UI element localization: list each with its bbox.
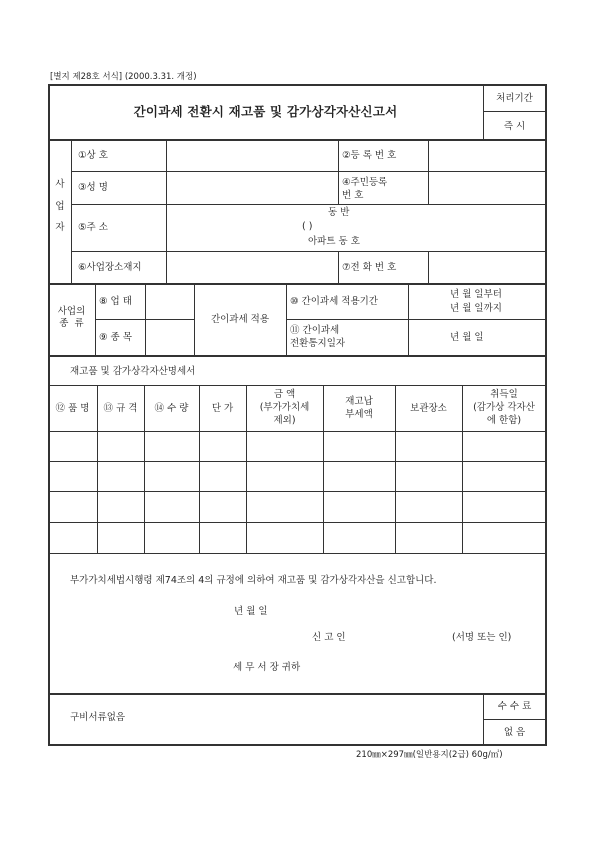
address-line-3: 아파트 동 호 [308, 236, 360, 247]
header-spec: ⑬ 규 격 [103, 403, 138, 414]
frame-top [48, 84, 547, 86]
biztype-mid-left [95, 319, 195, 320]
period-line-1: 년 월 일부터 [450, 289, 502, 300]
table-row-line [48, 491, 547, 492]
header-amount-2: (부가가치세 [259, 402, 310, 413]
rep-label: ③성 명 [78, 182, 108, 193]
applicant-label: 신 고 인 [312, 632, 346, 643]
header-acq-2: (감가상 각자산 [473, 402, 535, 413]
resident-no-label-1: ④주민등록 [342, 177, 388, 188]
type-label: ⑧ 업 태 [99, 296, 132, 307]
biztype-mid-right [286, 319, 546, 320]
declaration-date: 년 월 일 [234, 606, 268, 617]
table-row-line [48, 431, 547, 432]
fee-label: 수 수 료 [497, 701, 532, 712]
business-col3b-divider [428, 251, 429, 283]
biztype-label: 사업의 종 류 [57, 306, 86, 329]
address-label: ⑤주 소 [78, 222, 108, 233]
section-char-1: 사 [55, 179, 65, 190]
processing-label: 처리기간 [496, 93, 533, 104]
conv-label-2: 전환통지일자 [290, 338, 346, 349]
header-qty: ⑭ 수 량 [154, 403, 189, 414]
business-row1 [71, 171, 546, 172]
site-label: ⑥사업장소재지 [78, 262, 142, 273]
table-row-line [48, 461, 547, 462]
business-bottom [48, 283, 547, 285]
business-col2b-divider [338, 251, 339, 283]
table-bottom-line [48, 553, 547, 554]
fee-value: 없 음 [503, 727, 526, 738]
conv-date: 년 월 일 [450, 332, 484, 343]
item-label: ⑨ 종 목 [99, 332, 132, 343]
period-label: ⑩ 간이과세 적용기간 [290, 296, 378, 307]
page-title: 간이과세 전환시 재고품 및 감가상각자산신고서 [133, 104, 398, 119]
signature-note: (서명 또는 인) [452, 632, 512, 643]
header-place: 보관장소 [410, 403, 447, 414]
phone-label: ⑦전 화 번 호 [342, 262, 397, 273]
address-line-2: ( ) [302, 221, 313, 232]
business-row3 [71, 251, 546, 252]
processing-value: 즉 시 [503, 121, 526, 132]
declaration-text: 부가가치세법시행령 제74조의 4의 규정에 의하여 재고품 및 감가상각자산을 신고합니다. [70, 575, 437, 586]
paper-spec: 210㎜×297㎜(일반용지(2급) 60g/㎡) [356, 750, 503, 760]
conv-label-1: ⑪ 간이과세 [290, 325, 340, 336]
inventory-title-bottom [48, 385, 547, 386]
section-char-3: 자 [55, 222, 65, 233]
required-docs: 구비서류없음 [70, 712, 126, 723]
form-id: [별지 제28호 서식] (2000.3.31. 개정) [50, 72, 197, 82]
declaration-bottom [48, 693, 547, 695]
header-tax-2: 부세액 [345, 409, 373, 420]
inventory-title: 재고품 및 감가상각자산명세서 [70, 366, 196, 377]
applied-label: 간이과세 적용 [210, 314, 270, 325]
business-label-divider [71, 139, 72, 283]
header-amount-3: 제외) [273, 415, 296, 426]
table-row-line [48, 522, 547, 523]
period-line-2: 년 월 일까지 [450, 303, 502, 314]
fee-divider [483, 719, 546, 720]
frame-bottom [48, 744, 547, 746]
header-tax-1: 재고납 [345, 396, 373, 407]
biztype-bottom [48, 355, 547, 357]
tax-office-label: 세 무 서 장 귀하 [233, 662, 301, 673]
business-row2 [71, 204, 546, 205]
header-acq-1: 취득일 [490, 389, 518, 400]
reg-no-label: ②등 록 번 호 [342, 150, 397, 161]
section-char-2: 업 [55, 200, 65, 212]
processing-divider [483, 111, 546, 112]
header-acq-3: 에 한함) [486, 415, 522, 426]
name-label: ①상 호 [78, 150, 108, 161]
header-unit-price: 단 가 [211, 403, 234, 414]
business-section-label [49, 180, 71, 245]
header-item: ⑫ 품 명 [55, 403, 90, 414]
business-col1-divider [166, 139, 167, 283]
title-bottom [48, 139, 547, 141]
resident-no-label-2: 번 호 [342, 190, 364, 201]
address-line-1: 동 반 [328, 207, 350, 218]
header-amount-1: 금 액 [273, 389, 296, 400]
